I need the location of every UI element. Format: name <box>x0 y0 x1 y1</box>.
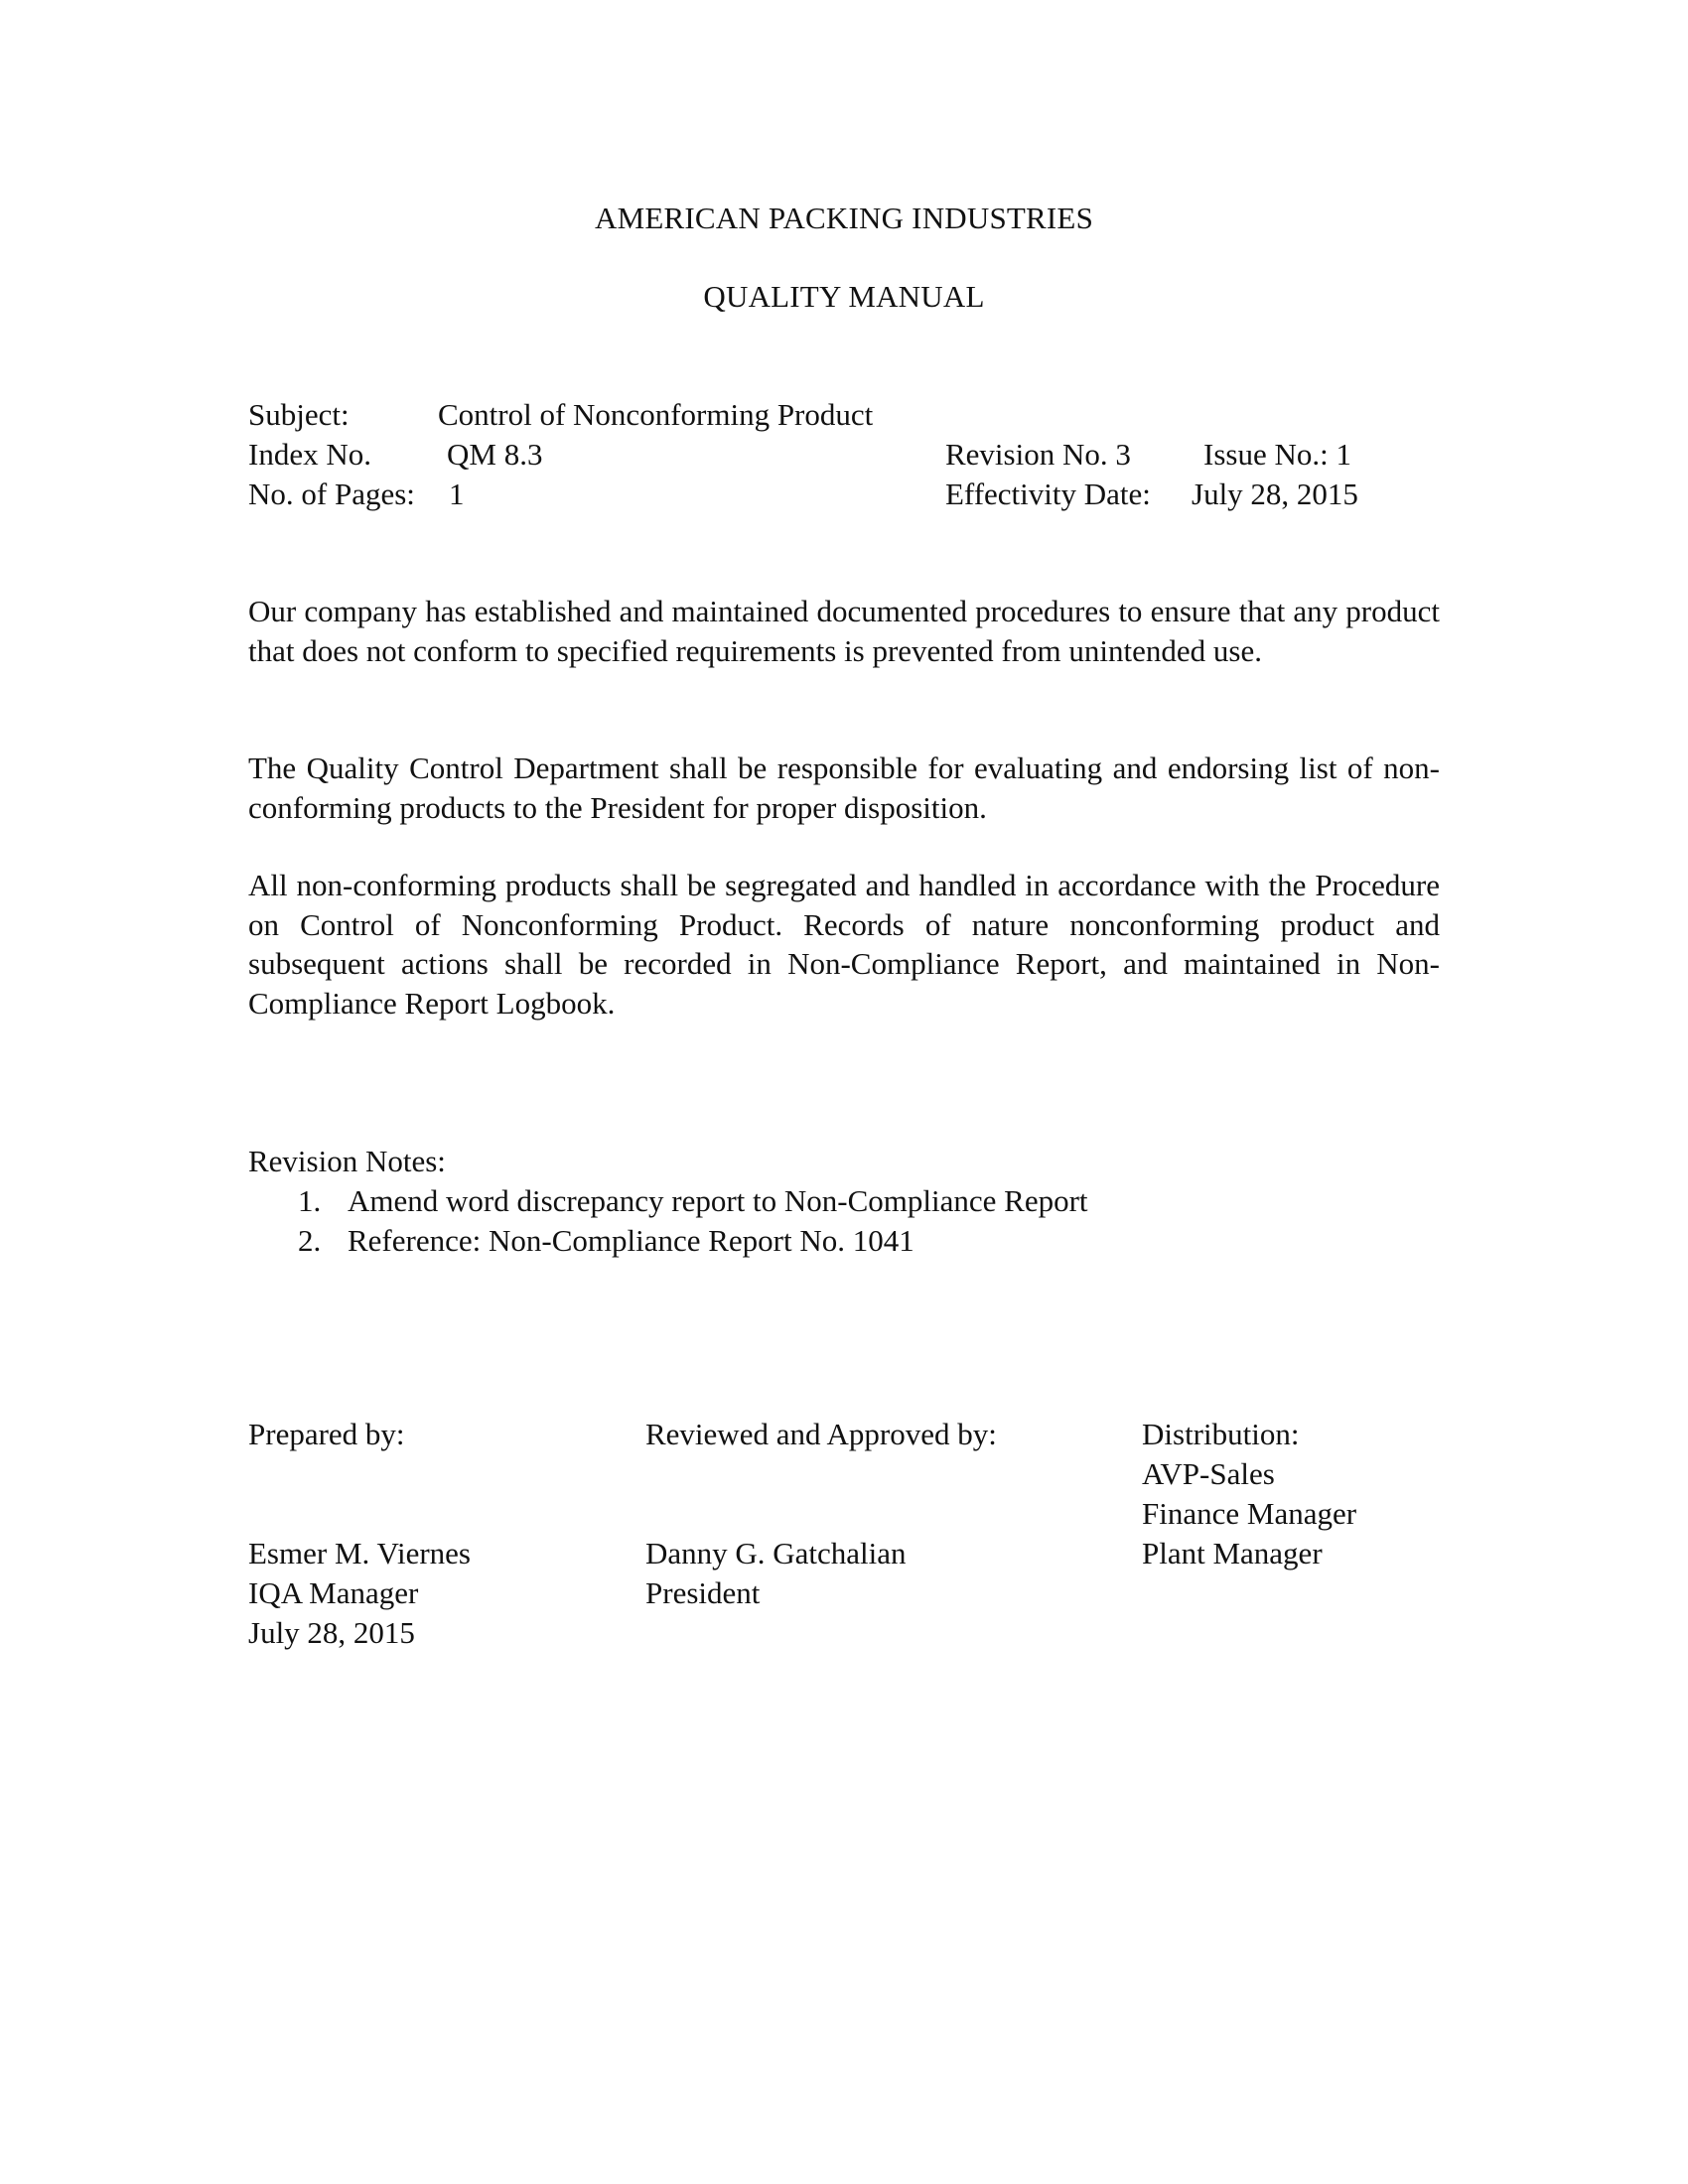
list-item-text: Reference: Non-Compliance Report No. 1041 <box>348 1223 914 1258</box>
distribution-item: Plant Manager <box>1142 1536 1323 1570</box>
pages-label: No. of Pages: <box>248 477 415 511</box>
revision-field <box>945 435 1131 475</box>
list-item-text: Amend word discrepancy report to Non-Compliance Report <box>348 1183 1088 1218</box>
prepared-by-title: IQA Manager <box>248 1575 419 1610</box>
effectivity-value: July 28, 2015 <box>1192 477 1358 511</box>
prepared-by-name: Esmer M. Viernes <box>248 1536 471 1570</box>
subject-label: Subject: <box>248 397 350 432</box>
list-item <box>298 1181 1088 1221</box>
index-value: QM 8.3 <box>447 437 543 472</box>
issue-field <box>1203 435 1351 475</box>
list-item-number: 1. <box>298 1183 322 1218</box>
prepared-by-block <box>248 1415 471 1653</box>
issue-value: 1 <box>1336 437 1351 472</box>
paragraph-segregation: All non-conforming products shall be segregated and handled in accordance with the Procedure on Control of Nonconforming Product. Records of nature nonconforming product and subsequent actions shall be recorded in Non-Compliance Report, and maintained in Non-Compliance Report Logbook. <box>248 868 1440 1021</box>
list-item <box>298 1221 1088 1261</box>
revision-label: Revision No. <box>945 437 1108 472</box>
paragraph-procedures: Our company has established and maintained documented procedures to ensure that any product that does not conform to specified requirements is prevented from unintended use. <box>248 594 1440 668</box>
company-name: AMERICAN PACKING INDUSTRIES <box>594 201 1094 235</box>
approved-by-title: President <box>645 1575 761 1610</box>
subject-value: Control of Nonconforming Product <box>438 397 874 432</box>
paragraph-qc-department: The Quality Control Department shall be responsible for evaluating and endorsing list of non-conforming products to the President for proper disposition. <box>248 751 1440 825</box>
approved-by-label: Reviewed and Approved by: <box>645 1417 997 1451</box>
manual-title: QUALITY MANUAL <box>703 279 985 314</box>
revision-notes-list <box>298 1181 1088 1261</box>
approved-by-block <box>645 1415 997 1613</box>
prepared-by-date: July 28, 2015 <box>248 1615 415 1650</box>
pages-value: 1 <box>449 477 465 511</box>
issue-label: Issue No.: <box>1203 437 1329 472</box>
approved-by-name: Danny G. Gatchalian <box>645 1536 907 1570</box>
revision-value: 3 <box>1115 437 1131 472</box>
effectivity-label: Effectivity Date: <box>945 477 1151 511</box>
distribution-item: Finance Manager <box>1142 1496 1357 1531</box>
index-label: Index No. <box>248 437 371 472</box>
revision-notes-heading: Revision Notes: <box>248 1144 446 1178</box>
prepared-by-label: Prepared by: <box>248 1417 405 1451</box>
distribution-block <box>1142 1415 1356 1573</box>
distribution-item: AVP-Sales <box>1142 1456 1275 1491</box>
distribution-label: Distribution: <box>1142 1417 1300 1451</box>
list-item-number: 2. <box>298 1223 322 1258</box>
